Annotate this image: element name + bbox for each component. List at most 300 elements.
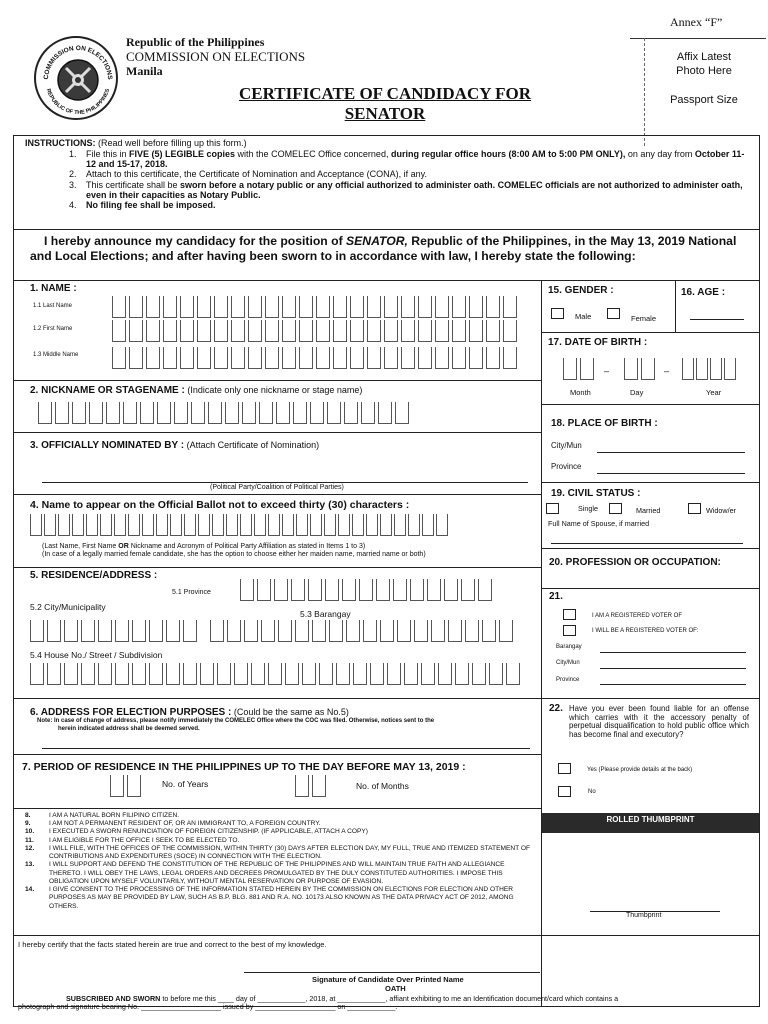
- pob-city-label: City/Mun: [551, 441, 582, 450]
- char-box[interactable]: [212, 514, 224, 536]
- years-boxes[interactable]: [110, 775, 144, 797]
- oath-label: OATH: [385, 984, 406, 993]
- char-box[interactable]: [200, 663, 214, 685]
- char-box[interactable]: [170, 514, 182, 536]
- char-box[interactable]: [395, 402, 409, 424]
- char-box[interactable]: [55, 402, 69, 424]
- char-box[interactable]: [248, 347, 262, 369]
- instructions-note: (Read well before filling up this form.): [95, 138, 247, 148]
- no-checkbox[interactable]: [558, 786, 571, 797]
- char-box[interactable]: [58, 514, 70, 536]
- char-box[interactable]: [115, 663, 129, 685]
- char-box[interactable]: [110, 775, 124, 797]
- char-box[interactable]: [129, 296, 143, 318]
- photo-instruction-2: Photo Here: [676, 65, 732, 77]
- char-box[interactable]: [210, 620, 224, 642]
- spouse-label: Full Name of Spouse, if married: [548, 519, 650, 528]
- civil-status-label: 19. CIVIL STATUS :: [551, 488, 641, 499]
- photo-instruction-1: Affix Latest: [676, 51, 732, 63]
- char-box[interactable]: [370, 663, 384, 685]
- char-box[interactable]: [226, 514, 238, 536]
- char-box[interactable]: [257, 579, 271, 601]
- char-box[interactable]: [81, 663, 95, 685]
- char-box[interactable]: [282, 347, 296, 369]
- residence-label: 5. RESIDENCE/ADDRESS :: [30, 570, 158, 581]
- char-box[interactable]: [197, 296, 211, 318]
- char-box[interactable]: [296, 514, 308, 536]
- char-box[interactable]: [363, 620, 377, 642]
- char-box[interactable]: [268, 514, 280, 536]
- char-box[interactable]: [401, 320, 415, 342]
- char-box[interactable]: [499, 620, 513, 642]
- registered-voter-checkbox[interactable]: [563, 609, 576, 620]
- char-box[interactable]: [293, 402, 307, 424]
- month-label: Month: [570, 388, 591, 397]
- nickname-label: 2. NICKNAME OR STAGENAME :: [30, 385, 185, 396]
- dob-dash-2: –: [664, 366, 670, 376]
- char-box[interactable]: [100, 514, 112, 536]
- months-boxes[interactable]: [295, 775, 329, 797]
- char-box[interactable]: [344, 402, 358, 424]
- char-box[interactable]: [310, 514, 322, 536]
- char-box[interactable]: [225, 402, 239, 424]
- oath-item: [25, 837, 537, 845]
- char-box[interactable]: [387, 663, 401, 685]
- char-box[interactable]: [166, 620, 180, 642]
- char-box[interactable]: [503, 320, 517, 342]
- char-box[interactable]: [435, 320, 449, 342]
- annex-text: Annex “F”: [670, 15, 723, 29]
- char-box[interactable]: [455, 663, 469, 685]
- char-box[interactable]: [30, 620, 44, 642]
- char-box[interactable]: [30, 663, 44, 685]
- char-box[interactable]: [86, 514, 98, 536]
- char-box[interactable]: [285, 663, 299, 685]
- char-box[interactable]: [503, 296, 517, 318]
- char-box[interactable]: [44, 514, 56, 536]
- char-box[interactable]: [435, 347, 449, 369]
- char-box[interactable]: [214, 347, 228, 369]
- char-box[interactable]: [299, 347, 313, 369]
- char-box[interactable]: [146, 320, 160, 342]
- char-box[interactable]: [352, 514, 364, 536]
- char-box[interactable]: [378, 402, 392, 424]
- ballot-note: [42, 543, 532, 559]
- instruction-item: [25, 149, 745, 169]
- voter-city-label: City/Mun: [556, 660, 580, 666]
- char-box[interactable]: [265, 296, 279, 318]
- char-box[interactable]: [418, 296, 432, 318]
- barangay-boxes[interactable]: [210, 620, 516, 642]
- char-box[interactable]: [469, 347, 483, 369]
- char-box[interactable]: [312, 775, 326, 797]
- char-box[interactable]: [140, 402, 154, 424]
- char-box[interactable]: [580, 358, 594, 380]
- char-box[interactable]: [240, 514, 252, 536]
- char-box[interactable]: [472, 663, 486, 685]
- oath-text: I AM A NATURAL BORN FILIPINO CITIZEN.: [49, 812, 180, 819]
- char-box[interactable]: [208, 402, 222, 424]
- char-box[interactable]: [333, 347, 347, 369]
- char-box[interactable]: [448, 620, 462, 642]
- char-box[interactable]: [295, 775, 309, 797]
- election-address-sub1: Note: In case of change of address, please notify immediately the COMELEC Office where the COC was filed. Otherwise, notices sent to the: [37, 718, 435, 724]
- char-box[interactable]: [132, 620, 146, 642]
- name-label: 1. NAME :: [30, 283, 77, 294]
- char-box[interactable]: [486, 347, 500, 369]
- oath-number: 14.: [25, 886, 35, 894]
- char-box[interactable]: [254, 514, 266, 536]
- char-box[interactable]: [30, 514, 42, 536]
- ballot-note-1: (Last Name, First Name OR Nickname and Acronym of Political Party Affiliation as stated in Items 1 to 3): [42, 543, 366, 550]
- char-box[interactable]: [408, 514, 420, 536]
- char-box[interactable]: [641, 358, 655, 380]
- char-box[interactable]: [452, 347, 466, 369]
- char-box[interactable]: [268, 663, 282, 685]
- char-box[interactable]: [146, 347, 160, 369]
- last-name-boxes[interactable]: [112, 296, 520, 318]
- char-box[interactable]: [47, 620, 61, 642]
- char-box[interactable]: [350, 296, 364, 318]
- char-box[interactable]: [163, 320, 177, 342]
- ballot-name-boxes[interactable]: [30, 514, 450, 536]
- char-box[interactable]: [261, 620, 275, 642]
- char-box[interactable]: [274, 579, 288, 601]
- char-box[interactable]: [299, 296, 313, 318]
- char-box[interactable]: [465, 620, 479, 642]
- married-checkbox[interactable]: [609, 503, 622, 514]
- char-box[interactable]: [308, 579, 322, 601]
- char-box[interactable]: [418, 320, 432, 342]
- char-box[interactable]: [98, 663, 112, 685]
- nickname-heading: [30, 385, 362, 396]
- char-box[interactable]: [486, 320, 500, 342]
- char-box[interactable]: [422, 514, 434, 536]
- char-box[interactable]: [295, 620, 309, 642]
- char-box[interactable]: [367, 296, 381, 318]
- char-box[interactable]: [248, 296, 262, 318]
- char-box[interactable]: [482, 620, 496, 642]
- char-box[interactable]: [710, 358, 722, 380]
- char-box[interactable]: [312, 620, 326, 642]
- char-box[interactable]: [361, 402, 375, 424]
- char-box[interactable]: [89, 402, 103, 424]
- nickname-boxes[interactable]: [38, 402, 412, 424]
- oath-text: I WILL SUPPORT AND DEFEND THE CONSTITUTION OF THE REPUBLIC OF THE PHILIPPINES AND WILL MAINTAIN TRUE FAITH AND ALLEGIANCE THERETO. I WILL OBEY THE LAWS, LEGAL ORDERS AND DECREES PROMULGATED BY THE DULY CONSTITUTED AUTHORITIES. I IMPOSE THIS OBLIGATION UPON MYSELF VOLUNTARILY, WITHOUT MENTAL RESERVATION OR PURPOSE OF EVASION.: [49, 861, 505, 885]
- char-box[interactable]: [282, 296, 296, 318]
- char-box[interactable]: [359, 579, 373, 601]
- char-box[interactable]: [438, 663, 452, 685]
- char-box[interactable]: [142, 514, 154, 536]
- dob-month-boxes[interactable]: [563, 358, 597, 380]
- election-address-sub2: herein indicated address shall be deemed served.: [58, 726, 200, 732]
- male-label: Male: [575, 312, 592, 321]
- char-box[interactable]: [114, 514, 126, 536]
- char-box[interactable]: [197, 347, 211, 369]
- char-box[interactable]: [115, 620, 129, 642]
- char-box[interactable]: [333, 320, 347, 342]
- char-box[interactable]: [333, 296, 347, 318]
- char-box[interactable]: [724, 358, 736, 380]
- char-box[interactable]: [350, 320, 364, 342]
- char-box[interactable]: [478, 579, 492, 601]
- instructions: [25, 138, 745, 211]
- char-box[interactable]: [291, 579, 305, 601]
- char-box[interactable]: [427, 579, 441, 601]
- char-box[interactable]: [316, 320, 330, 342]
- char-box[interactable]: [180, 320, 194, 342]
- char-box[interactable]: [299, 320, 313, 342]
- single-label: Single: [578, 504, 598, 513]
- char-box[interactable]: [183, 620, 197, 642]
- nominated-sub-label: (Political Party/Coalition of Political Parties): [210, 484, 344, 491]
- char-box[interactable]: [452, 296, 466, 318]
- oath-number: 8.: [25, 812, 31, 819]
- female-checkbox[interactable]: [607, 308, 620, 319]
- ballot-label: 4. Name to appear on the Official Ballot not to exceed thirty (30) characters :: [30, 499, 410, 511]
- instruction-item: [25, 169, 745, 179]
- char-box[interactable]: [350, 347, 364, 369]
- char-box[interactable]: [282, 320, 296, 342]
- char-box[interactable]: [234, 663, 248, 685]
- announcement: [30, 234, 756, 264]
- char-box[interactable]: [421, 663, 435, 685]
- char-box[interactable]: [302, 663, 316, 685]
- char-box[interactable]: [129, 320, 143, 342]
- char-box[interactable]: [128, 514, 140, 536]
- char-box[interactable]: [198, 514, 210, 536]
- char-box[interactable]: [163, 296, 177, 318]
- char-box[interactable]: [310, 402, 324, 424]
- election-address-note: (Could be the same as No.5): [231, 707, 349, 717]
- char-box[interactable]: [367, 320, 381, 342]
- char-box[interactable]: [251, 663, 265, 685]
- char-box[interactable]: [278, 620, 292, 642]
- char-box[interactable]: [414, 620, 428, 642]
- dob-day-boxes[interactable]: [624, 358, 658, 380]
- char-box[interactable]: [342, 579, 356, 601]
- char-box[interactable]: [112, 347, 126, 369]
- char-box[interactable]: [163, 347, 177, 369]
- char-box[interactable]: [316, 347, 330, 369]
- nominated-note: (Attach Certificate of Nomination): [184, 440, 320, 450]
- char-box[interactable]: [214, 320, 228, 342]
- char-box[interactable]: [38, 402, 52, 424]
- header-commission: COMMISSION ON ELECTIONS: [126, 49, 306, 64]
- oath-item: [25, 845, 537, 861]
- first-name-label: 1.2 First Name: [33, 326, 73, 332]
- signature-label: Signature of Candidate Over Printed Name: [312, 975, 464, 984]
- char-box[interactable]: [72, 514, 84, 536]
- male-checkbox[interactable]: [551, 308, 564, 319]
- form-title-line2: SENATOR: [344, 104, 426, 123]
- single-checkbox[interactable]: [546, 503, 559, 514]
- char-box[interactable]: [244, 620, 258, 642]
- voter-province-label: Province: [556, 677, 580, 683]
- char-box[interactable]: [64, 663, 78, 685]
- char-box[interactable]: [183, 663, 197, 685]
- char-box[interactable]: [366, 514, 378, 536]
- char-box[interactable]: [265, 347, 279, 369]
- char-box[interactable]: [242, 402, 256, 424]
- oath-number: 10.: [25, 828, 35, 836]
- char-box[interactable]: [64, 620, 78, 642]
- char-box[interactable]: [452, 320, 466, 342]
- rolled-thumbprint-header: ROLLED THUMBPRINT: [542, 813, 759, 833]
- house-label: 5.4 House No./ Street / Subdivision: [30, 650, 163, 660]
- char-box[interactable]: [231, 347, 245, 369]
- char-box[interactable]: [81, 620, 95, 642]
- header-republic: Republic of the Philippines: [126, 35, 265, 49]
- char-box[interactable]: [174, 402, 188, 424]
- instructions-heading: INSTRUCTIONS:: [25, 138, 96, 148]
- char-box[interactable]: [401, 296, 415, 318]
- char-box[interactable]: [214, 296, 228, 318]
- house-boxes[interactable]: [30, 663, 523, 685]
- char-box[interactable]: [346, 620, 360, 642]
- char-box[interactable]: [444, 579, 458, 601]
- char-box[interactable]: [282, 514, 294, 536]
- oath-text: I WILL FILE, WITH THE OFFICES OF THE COMMISSION, WITHIN THIRTY (30) DAYS AFTER ELECTION DAY, MY FULL, TRUE AND ITEMIZED STATEMENT OF CONTRIBUTIONS AND EXPENDITURES (SOCE) IN CONNECTION WITH THE ELECTION.: [49, 844, 531, 861]
- instruction-number: 3.: [69, 179, 77, 190]
- char-box[interactable]: [231, 296, 245, 318]
- char-box[interactable]: [231, 320, 245, 342]
- char-box[interactable]: [486, 296, 500, 318]
- char-box[interactable]: [435, 296, 449, 318]
- char-box[interactable]: [248, 320, 262, 342]
- char-box[interactable]: [240, 579, 254, 601]
- photo-instruction-3: Passport Size: [670, 94, 738, 106]
- seal-bottom-text: REPUBLIC OF THE PHILIPPINES: [44, 88, 112, 117]
- will-register-checkbox[interactable]: [563, 625, 576, 636]
- char-box[interactable]: [336, 663, 350, 685]
- char-box[interactable]: [696, 358, 708, 380]
- char-box[interactable]: [149, 620, 163, 642]
- city-boxes[interactable]: [30, 620, 200, 642]
- yes-label: Yes (Please provide details at the back): [587, 767, 693, 773]
- char-box[interactable]: [380, 514, 392, 536]
- announcement-part2: Republic of the Philippines, in the May 13, 2019 National and Local Elections; and after having been sworn to in accordance with law, I hereby state the following:: [30, 234, 737, 263]
- char-box[interactable]: [180, 296, 194, 318]
- char-box[interactable]: [98, 620, 112, 642]
- char-box[interactable]: [384, 347, 398, 369]
- char-box[interactable]: [259, 402, 273, 424]
- char-box[interactable]: [506, 663, 520, 685]
- char-box[interactable]: [324, 514, 336, 536]
- char-box[interactable]: [166, 663, 180, 685]
- char-box[interactable]: [380, 620, 394, 642]
- oath-text: I EXECUTED A SWORN RENUNCIATION OF FOREIGN CITIZENSHIP. (IF APPLICABLE, ATTACH A COPY): [49, 828, 368, 836]
- last-name-label: 1.1 Last Name: [33, 303, 73, 309]
- instruction-number: 4.: [69, 200, 77, 211]
- char-box[interactable]: [316, 296, 330, 318]
- char-box[interactable]: [418, 347, 432, 369]
- char-box[interactable]: [327, 402, 341, 424]
- char-box[interactable]: [563, 358, 577, 380]
- char-box[interactable]: [72, 402, 86, 424]
- char-box[interactable]: [404, 663, 418, 685]
- char-box[interactable]: [325, 579, 339, 601]
- char-box[interactable]: [123, 402, 137, 424]
- voter-barangay-label: Barangay: [556, 644, 582, 650]
- oath-items: [25, 812, 537, 911]
- no-label: No: [588, 789, 596, 795]
- char-box[interactable]: [149, 663, 163, 685]
- char-box[interactable]: [319, 663, 333, 685]
- char-box[interactable]: [146, 296, 160, 318]
- char-box[interactable]: [276, 402, 290, 424]
- char-box[interactable]: [410, 579, 424, 601]
- char-box[interactable]: [376, 579, 390, 601]
- province-boxes[interactable]: [240, 579, 495, 601]
- election-address-heading: [30, 707, 349, 718]
- dob-year-boxes[interactable]: [682, 358, 738, 380]
- pob-province-label: Province: [551, 462, 582, 471]
- char-box[interactable]: [384, 296, 398, 318]
- char-box[interactable]: [393, 579, 407, 601]
- char-box[interactable]: [329, 620, 343, 642]
- yes-checkbox[interactable]: [558, 763, 571, 774]
- char-box[interactable]: [112, 296, 126, 318]
- header-city: Manila: [126, 64, 163, 78]
- char-box[interactable]: [367, 347, 381, 369]
- char-box[interactable]: [227, 620, 241, 642]
- char-box[interactable]: [191, 402, 205, 424]
- char-box[interactable]: [503, 347, 517, 369]
- char-box[interactable]: [624, 358, 638, 380]
- middle-name-boxes[interactable]: [112, 347, 520, 369]
- char-box[interactable]: [197, 320, 211, 342]
- char-box[interactable]: [489, 663, 503, 685]
- period-label: 7. PERIOD OF RESIDENCE IN THE PHILIPPINES UP TO THE DAY BEFORE MAY 13, 2019 :: [22, 761, 466, 773]
- char-box[interactable]: [397, 620, 411, 642]
- char-box[interactable]: [461, 579, 475, 601]
- char-box[interactable]: [156, 514, 168, 536]
- certify-statement: I hereby certify that the facts stated herein are true and correct to the best of my knowledge.: [18, 940, 327, 949]
- instruction-number: 1.: [69, 148, 77, 159]
- months-label: No. of Months: [356, 781, 409, 791]
- char-box[interactable]: [682, 358, 694, 380]
- char-box[interactable]: [338, 514, 350, 536]
- widow-checkbox[interactable]: [688, 503, 701, 514]
- char-box[interactable]: [47, 663, 61, 685]
- oath-number: 11.: [25, 836, 34, 844]
- char-box[interactable]: [384, 320, 398, 342]
- char-box[interactable]: [265, 320, 279, 342]
- char-box[interactable]: [469, 320, 483, 342]
- char-box[interactable]: [129, 347, 143, 369]
- char-box[interactable]: [127, 775, 141, 797]
- char-box[interactable]: [469, 296, 483, 318]
- char-box[interactable]: [157, 402, 171, 424]
- char-box[interactable]: [106, 402, 120, 424]
- char-box[interactable]: [353, 663, 367, 685]
- char-box[interactable]: [436, 514, 448, 536]
- char-box[interactable]: [132, 663, 146, 685]
- pob-label: 18. PLACE OF BIRTH :: [551, 418, 658, 429]
- ballot-note-2: (In case of a legally married female candidate, she has the option to choose either her maiden name, married name or both): [42, 550, 426, 558]
- char-box[interactable]: [184, 514, 196, 536]
- char-box[interactable]: [112, 320, 126, 342]
- char-box[interactable]: [217, 663, 231, 685]
- char-box[interactable]: [394, 514, 406, 536]
- oath-item: [25, 861, 537, 886]
- char-box[interactable]: [180, 347, 194, 369]
- char-box[interactable]: [401, 347, 415, 369]
- char-box[interactable]: [431, 620, 445, 642]
- sworn-line-1: SUBSCRIBED AND SWORN to before me this ____ day of ____________, 2018, at ____________, affiant exhibiting to me an Identification document/card which contains a: [66, 994, 619, 1003]
- first-name-boxes[interactable]: [112, 320, 520, 342]
